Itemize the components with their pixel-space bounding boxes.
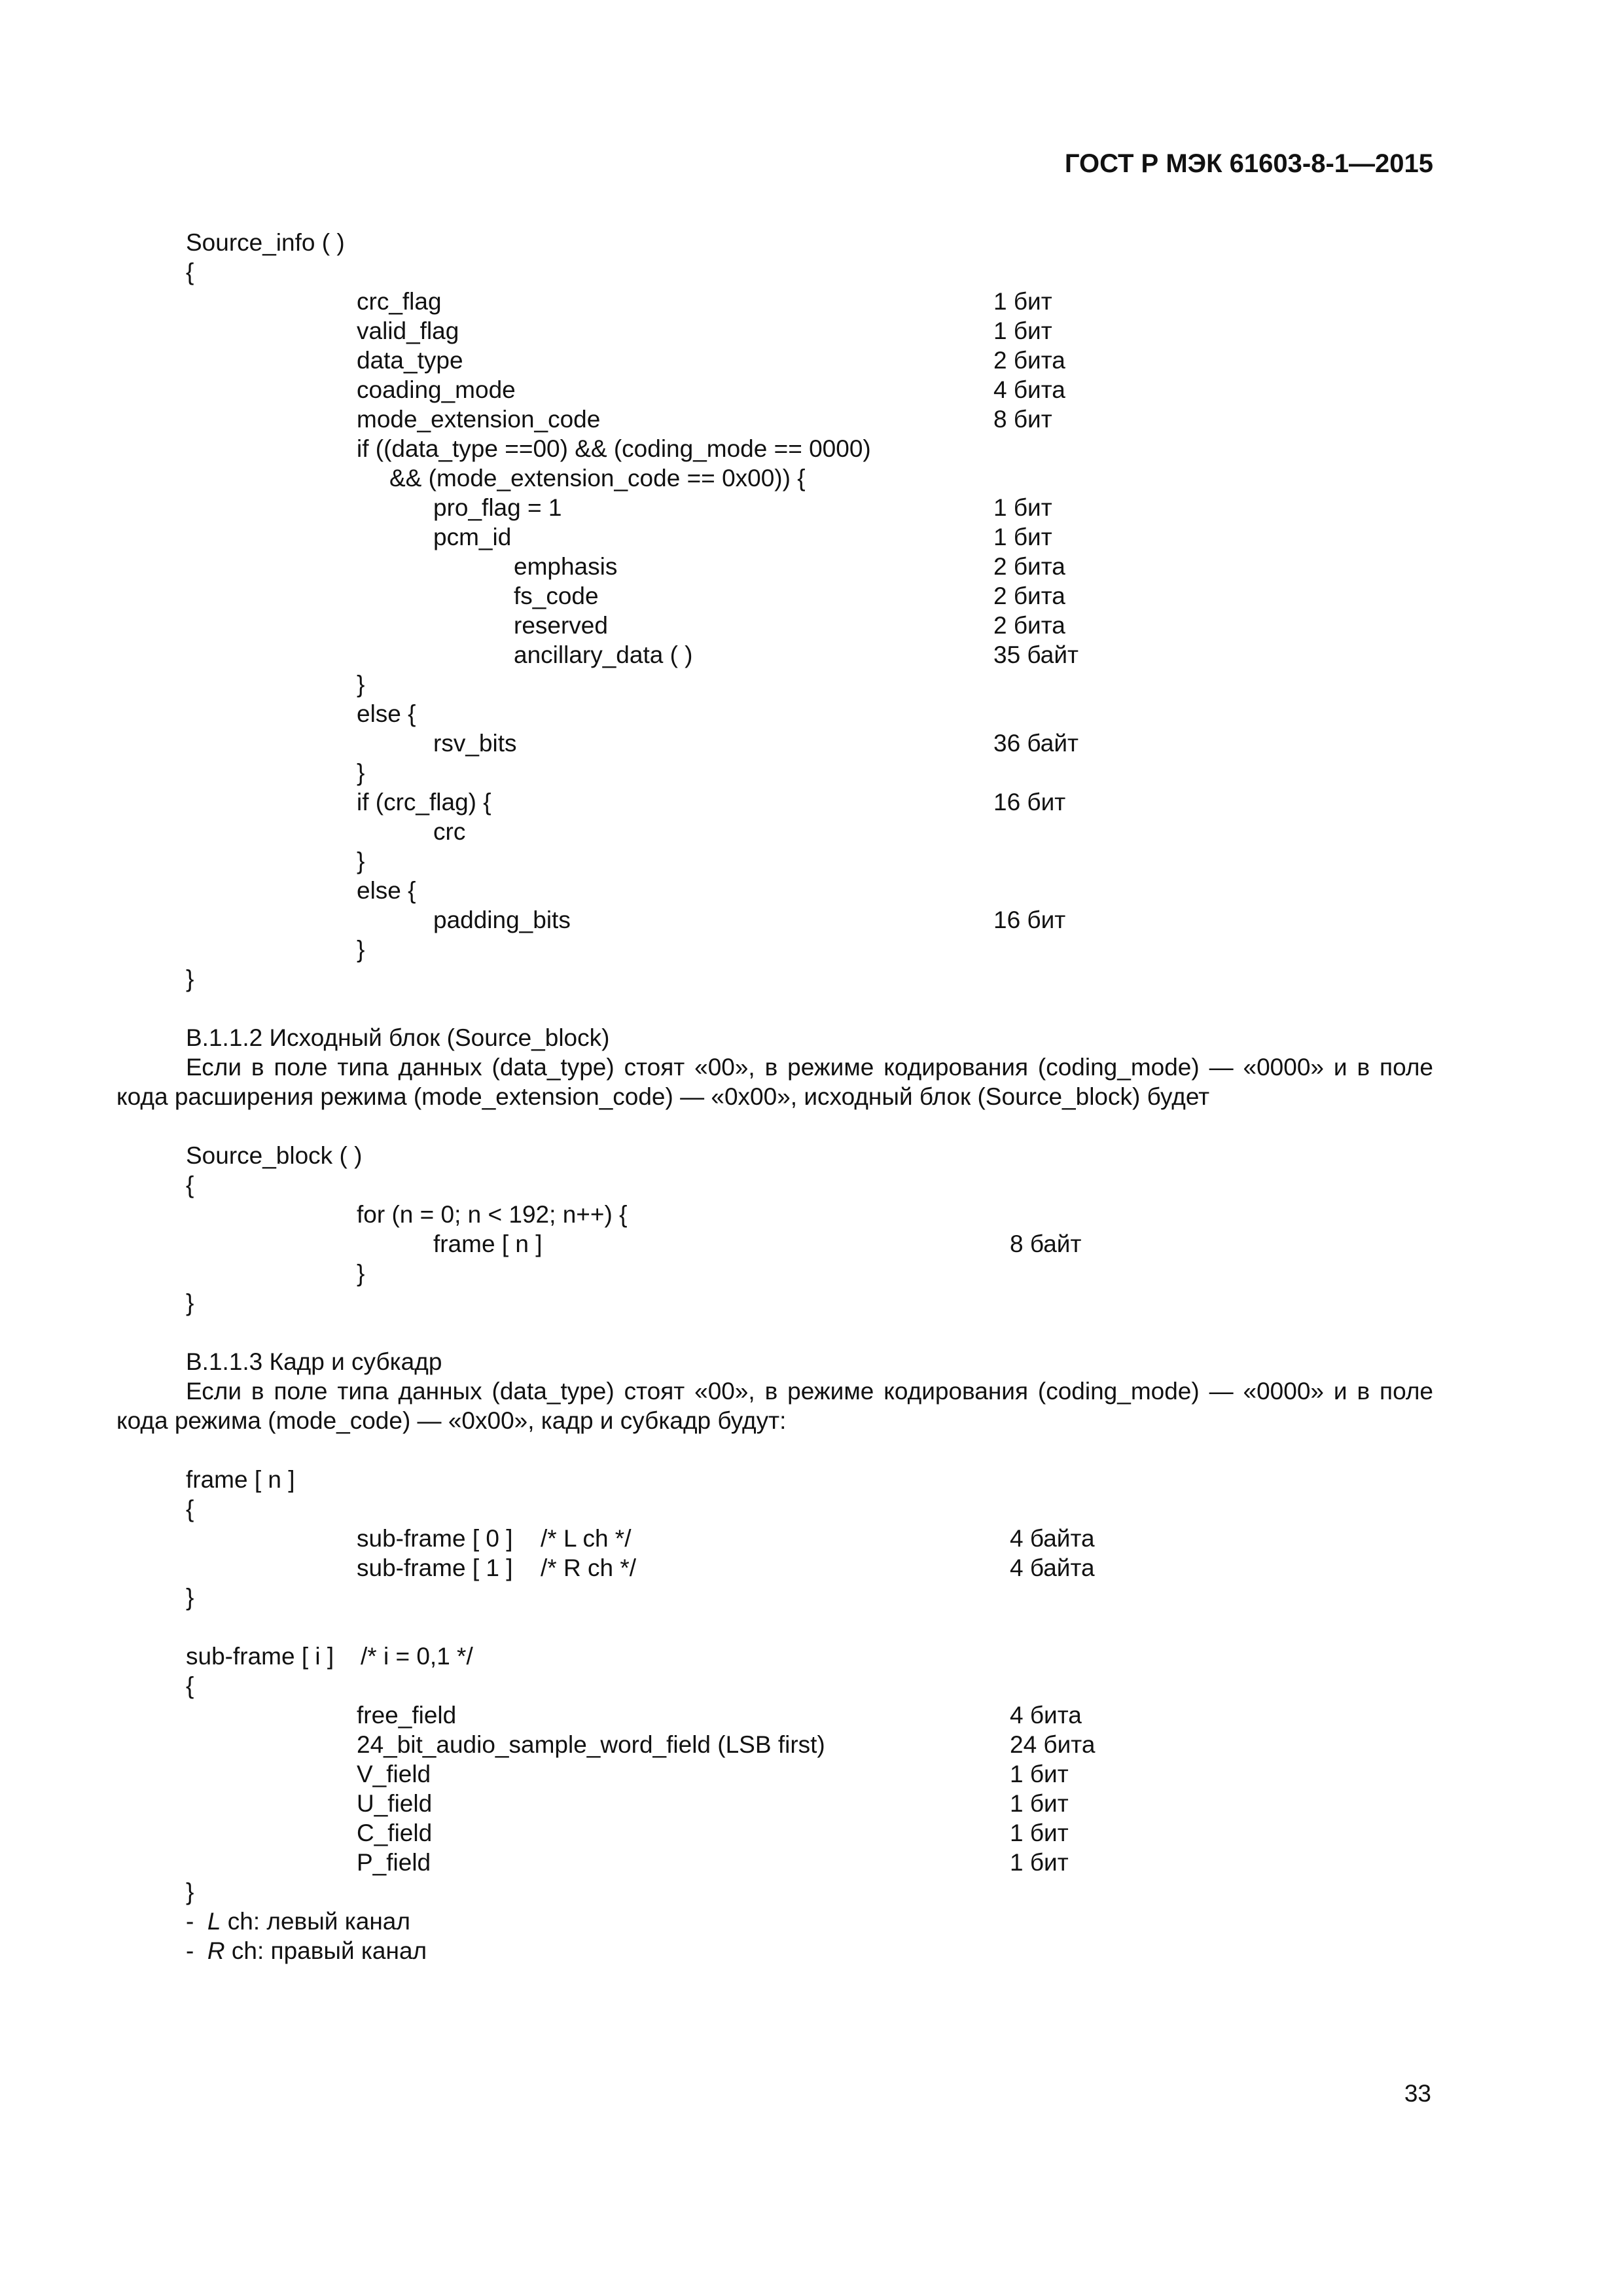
close-brace: } xyxy=(357,848,365,874)
field-size: 4 байта xyxy=(1010,1525,1095,1552)
section-heading: В.1.1.2 Исходный блок (Source_block) xyxy=(186,1024,610,1051)
field-name: reserved xyxy=(514,612,608,639)
close-brace: } xyxy=(357,936,365,963)
field-comment: /* L ch */ xyxy=(541,1525,632,1552)
field-size: 16 бит xyxy=(993,789,1066,816)
field-size: 1 бит xyxy=(1010,1849,1069,1876)
field-size: 2 бита xyxy=(993,612,1065,639)
section-heading: В.1.1.3 Кадр и субкадр xyxy=(186,1348,442,1375)
field-size: 1 бит xyxy=(1010,1820,1069,1846)
field-size: 1 бит xyxy=(1010,1761,1069,1787)
field-name: rsv_bits xyxy=(433,730,517,757)
field-size: 8 бит xyxy=(993,406,1052,433)
field-name: V_field xyxy=(357,1761,431,1787)
field-name: free_field xyxy=(357,1702,457,1729)
field-size: 2 бита xyxy=(993,347,1065,374)
field-size: 4 бита xyxy=(1010,1702,1082,1729)
paragraph-line: кода расширения режима (mode_extension_code) — «0x00», исходный блок (Source_block) будет xyxy=(116,1083,1210,1110)
close-brace: } xyxy=(186,1878,194,1905)
field-name: sub-frame [ 1 ] xyxy=(357,1554,513,1581)
field-size: 1 бит xyxy=(993,288,1052,315)
if-condition-line: && (mode_extension_code == 0x00)) { xyxy=(389,465,806,492)
field-name: 24_bit_audio_sample_word_field (LSB first) xyxy=(357,1731,825,1758)
field-name: coading_mode xyxy=(357,376,516,403)
close-brace: } xyxy=(186,965,194,992)
field-name: fs_code xyxy=(514,583,599,609)
section-paragraph xyxy=(116,1052,1433,1111)
close-brace: } xyxy=(357,1260,365,1287)
else-line: else { xyxy=(357,877,416,904)
field-size: 4 байта xyxy=(1010,1554,1095,1581)
close-brace: } xyxy=(357,671,365,698)
field-size: 35 байт xyxy=(993,641,1079,668)
else-line: else { xyxy=(357,700,416,727)
paragraph-line: кода режима (mode_code) — «0x00», кадр и субкадр будут: xyxy=(116,1407,787,1434)
if-condition-line: if ((data_type ==00) && (coding_mode == 0000) xyxy=(357,435,871,462)
subframe-comment: /* i = 0,1 */ xyxy=(361,1643,473,1670)
field-name: mode_extension_code xyxy=(357,406,601,433)
field-comment: /* R ch */ xyxy=(541,1554,636,1581)
field-name: valid_flag xyxy=(357,317,459,344)
source-block-title: Source_block ( ) xyxy=(186,1142,363,1169)
field-name: emphasis xyxy=(514,553,618,580)
field-size: 2 бита xyxy=(993,553,1065,580)
list-dash: - xyxy=(186,1937,194,1964)
list-item xyxy=(186,1907,410,1936)
list-dash: - xyxy=(186,1908,194,1935)
field-size: 2 бита xyxy=(993,583,1065,609)
channel-letter: R xyxy=(207,1937,225,1964)
document-header: ГОСТ Р МЭК 61603-8-1—2015 xyxy=(1064,149,1433,178)
frame-title: frame [ n ] xyxy=(186,1466,295,1493)
field-size: 36 байт xyxy=(993,730,1079,757)
for-loop-line: for (n = 0; n < 192; n++) { xyxy=(357,1201,628,1228)
field-name: U_field xyxy=(357,1790,433,1817)
field-name: C_field xyxy=(357,1820,433,1846)
section-paragraph xyxy=(116,1376,1433,1435)
field-name: P_field xyxy=(357,1849,431,1876)
if-crc-line: if (crc_flag) { xyxy=(357,789,491,816)
field-name: sub-frame [ 0 ] xyxy=(357,1525,513,1552)
paragraph-line: Если в поле типа данных (data_type) стоят «00», в режиме кодирования (coding_mode) — «0000» и в поле xyxy=(186,1378,1433,1405)
field-name: crc xyxy=(433,818,466,845)
open-brace: { xyxy=(186,259,194,285)
field-name: crc_flag xyxy=(357,288,442,315)
field-name: data_type xyxy=(357,347,463,374)
channel-letter: L xyxy=(207,1908,221,1935)
field-name: padding_bits xyxy=(433,906,571,933)
field-size: 16 бит xyxy=(993,906,1066,933)
field-size: 8 байт xyxy=(1010,1230,1082,1257)
open-brace: { xyxy=(186,1672,194,1699)
field-size: 1 бит xyxy=(993,524,1052,550)
note-text: ch: левый канал xyxy=(221,1908,410,1935)
open-brace: { xyxy=(186,1496,194,1522)
field-name: ancillary_data ( ) xyxy=(514,641,693,668)
note-text: ch: правый канал xyxy=(224,1937,427,1964)
field-size: 1 бит xyxy=(993,317,1052,344)
field-name: pro_flag = 1 xyxy=(433,494,562,521)
close-brace: } xyxy=(186,1584,194,1611)
close-brace: } xyxy=(357,759,365,786)
subframe-title: sub-frame [ i ] xyxy=(186,1643,334,1670)
source-info-title: Source_info ( ) xyxy=(186,229,345,256)
field-size: 4 бита xyxy=(993,376,1065,403)
field-size: 1 бит xyxy=(1010,1790,1069,1817)
field-size: 24 бита xyxy=(1010,1731,1096,1758)
list-item xyxy=(186,1936,427,1965)
field-name: frame [ n ] xyxy=(433,1230,543,1257)
paragraph-line: Если в поле типа данных (data_type) стоят «00», в режиме кодирования (coding_mode) — «0000» и в поле xyxy=(186,1054,1433,1081)
close-brace: } xyxy=(186,1289,194,1316)
field-size: 1 бит xyxy=(993,494,1052,521)
field-name: pcm_id xyxy=(433,524,512,550)
page-number: 33 xyxy=(1404,2080,1431,2107)
open-brace: { xyxy=(186,1172,194,1198)
